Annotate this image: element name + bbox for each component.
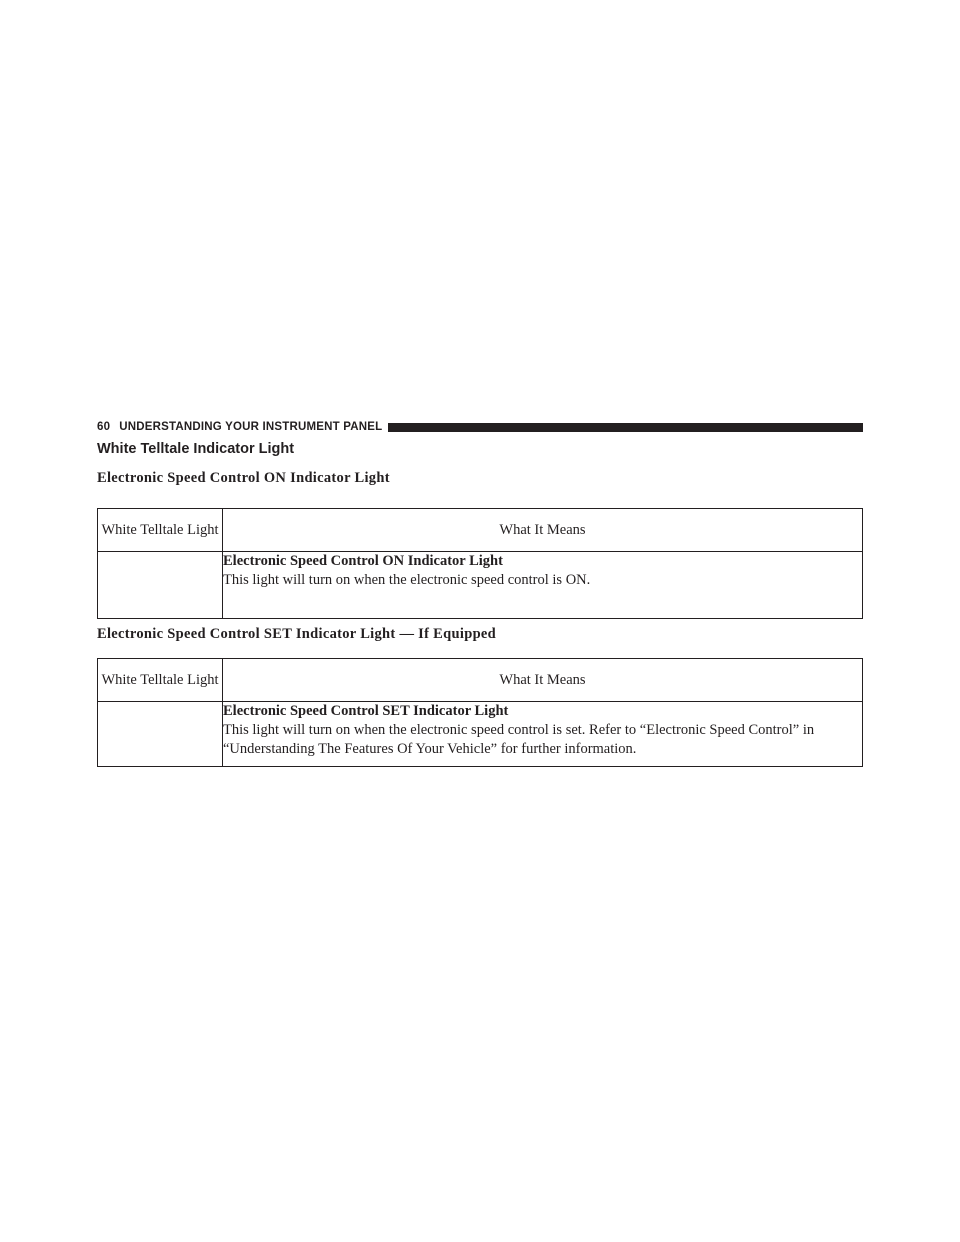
page-header [97,419,863,435]
telltale-icon-cell [98,702,223,767]
entry-heading-speed-control-set: Electronic Speed Control SET Indicator Light — If Equipped [97,626,497,642]
header-rule [388,423,863,432]
telltale-icon-cell [98,552,223,619]
running-section-title: UNDERSTANDING YOUR INSTRUMENT PANEL [119,421,383,433]
telltale-table-speed-control-set [97,658,863,767]
indicator-description: This light will turn on when the electronic speed control is set. Refer to “Electronic Speed Control” in “Understanding The Features Of Your Vehicle” for further information. [223,722,815,757]
table-header-row [98,509,863,552]
page-number: 60 [97,421,111,433]
entry-heading-speed-control-on: Electronic Speed Control ON Indicator Light [97,470,390,486]
telltale-table-speed-control-on [97,508,863,619]
indicator-description: This light will turn on when the electronic speed control is ON. [223,572,591,588]
column-header-meaning: What It Means [223,659,863,702]
indicator-title: Electronic Speed Control SET Indicator Light [223,703,509,719]
meaning-cell [223,702,863,767]
meaning-cell [223,552,863,619]
table-row [98,552,863,619]
table-row [98,702,863,767]
column-header-telltale: White Telltale Light [98,659,223,702]
column-header-telltale: White Telltale Light [98,509,223,552]
column-header-meaning: What It Means [223,509,863,552]
indicator-title: Electronic Speed Control ON Indicator Light [223,553,503,569]
section-heading: White Telltale Indicator Light [97,441,295,457]
table-header-row [98,659,863,702]
